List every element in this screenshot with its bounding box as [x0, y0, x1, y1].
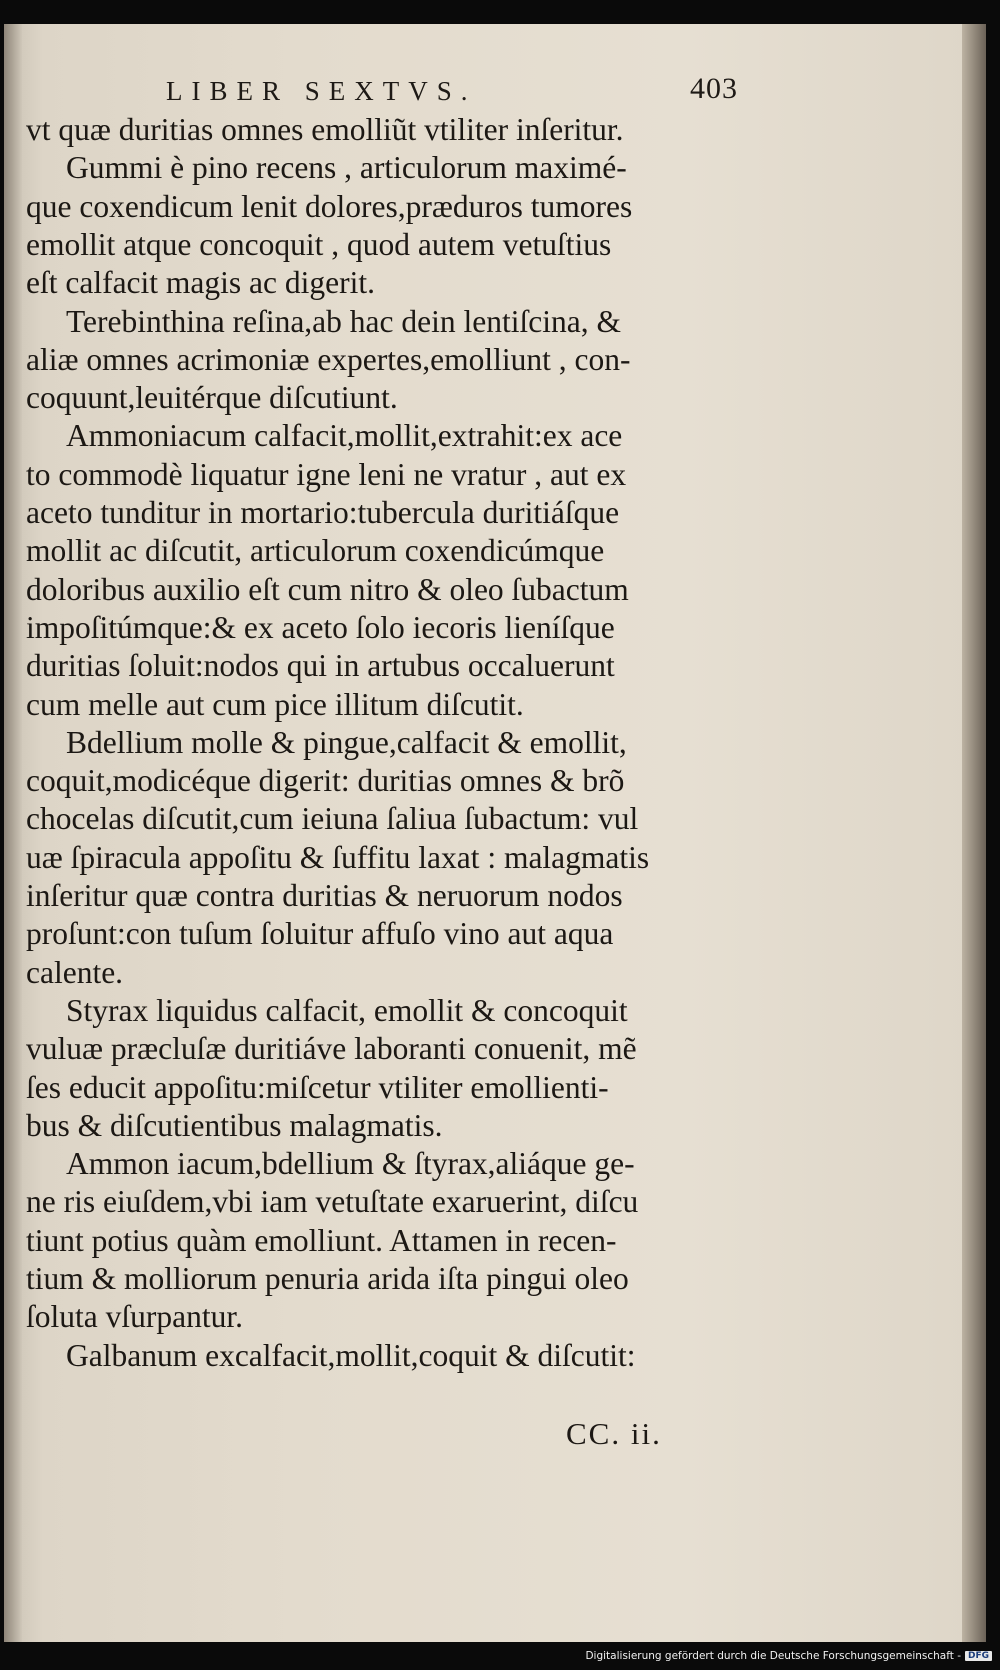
- text-line: Gummi è pino recens , articulorum maximé-: [66, 150, 627, 186]
- credit-text: Digitalisierung gefördert durch die Deutsche Forschungsgemeinschaft -: [585, 1650, 961, 1662]
- text-line: eſt calfacit magis ac digerit.: [26, 265, 375, 301]
- text-line: proſunt:con tuſum ſoluitur affuſo vino aut aqua: [26, 916, 614, 952]
- text-line: inſeritur quæ contra duritias & neruorum nodos: [26, 878, 623, 913]
- text-line: ſoluta vſurpantur.: [26, 1299, 243, 1335]
- digitization-credit: [585, 1650, 992, 1662]
- page-number: 403: [690, 72, 738, 105]
- text-line: tiunt potius quàm emolliunt. Attamen in recen-: [26, 1222, 617, 1258]
- text-line: Ammoniacum calfacit,mollit,extrahit:ex ace: [66, 418, 623, 454]
- text-line: ſes educit appoſitu:miſcetur vtiliter emollienti-: [26, 1069, 609, 1105]
- text-line: coquunt,leuitérque diſcutiunt.: [26, 380, 398, 416]
- text-line: emollit atque concoquit , quod autem vetuſtius: [26, 226, 612, 262]
- text-line: coquit,modicéque digerit: duritias omnes & brõ: [26, 763, 625, 799]
- text-line: aceto tunditur in mortario:tubercula duritiáſque: [26, 495, 620, 530]
- text-line: Terebinthina reſina,ab hac dein lentiſcina, &: [66, 303, 621, 339]
- text-line: to commodè liquatur igne leni ne vratur , aut ex: [26, 456, 627, 492]
- text-line: Galbanum excalfacit,mollit,coquit & diſcutit:: [66, 1337, 636, 1373]
- text-line: ne ris eiuſdem,vbi iam vetuſtate exaruerint, diſcu: [26, 1184, 639, 1220]
- text-line: vt quæ duritias omnes emolliũt vtiliter inſeritur.: [26, 112, 624, 147]
- text-line: Ammon iacum,bdellium & ſtyrax,aliáque ge-: [66, 1146, 635, 1182]
- text-line: Styrax liquidus calfacit, emollit & concoquit: [66, 992, 628, 1028]
- text-line: impoſitúmque:& ex aceto ſolo iecoris lieníſque: [26, 609, 615, 645]
- running-title: LIBER SEXTVS.: [166, 76, 477, 106]
- text-line: duritias ſoluit:nodos qui in artubus occaluerunt: [26, 648, 615, 684]
- text-line: cum melle aut cum pice illitum diſcutit.: [26, 686, 524, 722]
- text-line: uæ ſpiracula appoſitu & ſuffitu laxat : malagmatis: [26, 839, 650, 875]
- text-line: vuluæ præcluſæ duritiáve laboranti conuenit, mẽ: [26, 1031, 637, 1067]
- text-line: que coxendicum lenit dolores,præduros tumores: [26, 188, 633, 224]
- text-line: calente.: [26, 954, 124, 990]
- text-line: aliæ omnes acrimoniæ expertes,emolliunt , con-: [26, 341, 631, 377]
- text-line: bus & diſcutientibus malagmatis.: [26, 1107, 443, 1143]
- text-line: chocelas diſcutit,cum ieiuna ſaliua ſubactum: vul: [26, 801, 639, 837]
- page-edge-shadow: [962, 24, 986, 1642]
- text-line: doloribus auxilio eſt cum nitro & oleo ſubactum: [26, 571, 629, 607]
- signature-mark: CC. ii.: [566, 1416, 662, 1451]
- text-line: tium & molliorum penuria arida iſta pingui oleo: [26, 1261, 629, 1296]
- text-line: mollit ac diſcutit, articulorum coxendicúmque: [26, 533, 605, 569]
- text-line: Bdellium molle & pingue,calfacit & emollit,: [66, 724, 627, 760]
- dfg-logo: DFG: [965, 1651, 992, 1661]
